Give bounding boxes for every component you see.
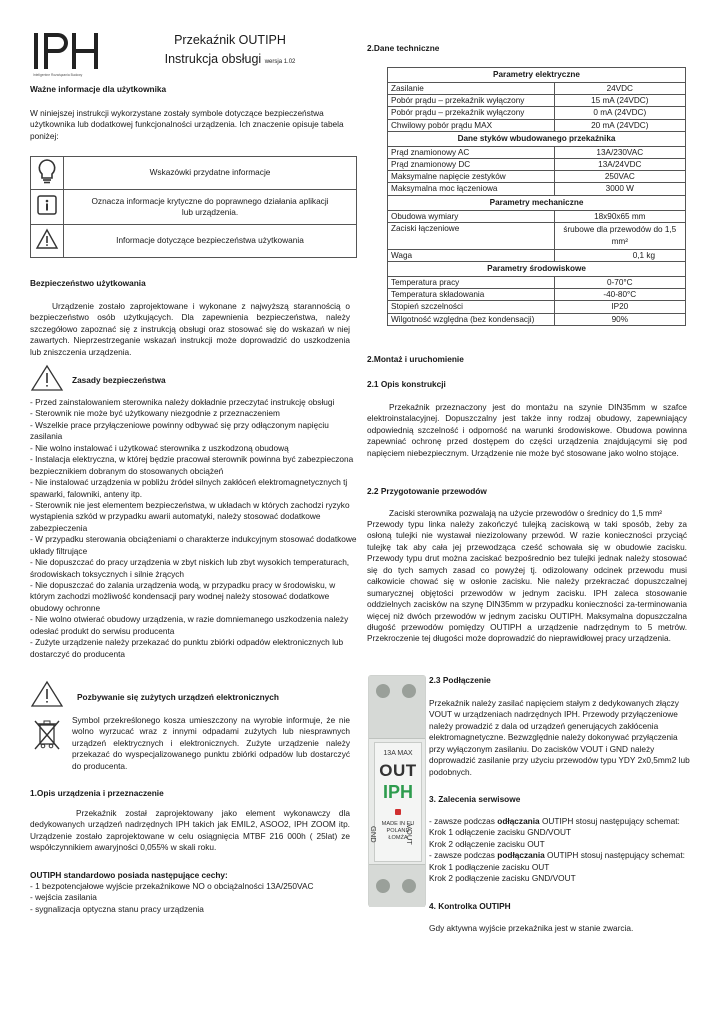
table-cell: Waga bbox=[388, 249, 555, 261]
list-item: Krok 2 odłączenie zacisku OUT bbox=[429, 838, 545, 849]
table-cell: 20 mA (24VDC) bbox=[554, 119, 685, 131]
table-section-title: Parametry elektryczne bbox=[388, 68, 686, 83]
device-vout-label: VOUT bbox=[405, 824, 414, 845]
table-cell: Temperatura składowania bbox=[388, 289, 555, 301]
table-row bbox=[388, 301, 686, 313]
document-version: wersja 1.02 bbox=[264, 58, 296, 65]
control-heading: 4. Kontrolka OUTIPH bbox=[429, 901, 511, 911]
table-row bbox=[388, 107, 686, 119]
table-row bbox=[388, 289, 686, 301]
table-cell: Chwilowy pobór prądu MAX bbox=[388, 119, 555, 131]
table-cell: Temperatura pracy bbox=[388, 277, 555, 289]
table-row bbox=[388, 159, 686, 171]
mount-heading: 2.Montaż i uruchomienie bbox=[367, 354, 464, 364]
table-row bbox=[388, 171, 686, 183]
table-row bbox=[388, 277, 686, 289]
wires-text-intro: Zaciski sterownika pozwalają na użycie przewodów o średnicy do 1,5 mm² bbox=[389, 508, 662, 518]
list-item: - 1 bezpotencjałowe wyjście przekaźnikowe NO o obciążalności 13A/250VAC bbox=[30, 881, 314, 891]
status-led bbox=[395, 809, 401, 815]
table-row bbox=[388, 222, 686, 249]
logo-tagline: Inteligentne Rozwiązania Budowy bbox=[33, 73, 83, 77]
list-item: Krok 2 podłączenie zacisku GND/VOUT bbox=[429, 873, 576, 884]
table-row bbox=[388, 210, 686, 222]
table-cell: 13A/230VAC bbox=[554, 146, 685, 158]
table-cell: śrubowe dla przewodów do 1,5 mm² bbox=[554, 222, 685, 249]
list-item: - Nie wolno otwierać obudowy urządzenia, w razie domniemanego uszkodzenia należy odesłać produkt do serwisu producenta bbox=[30, 614, 349, 636]
list-item: - Przed zainstalowaniem sterownika należy dokładnie przeczytać instrukcję obsługi bbox=[30, 397, 335, 407]
device-origin-label: MADE IN EU bbox=[381, 821, 415, 827]
device-brand-label: IPH bbox=[382, 782, 413, 802]
features-list bbox=[30, 881, 313, 915]
device-city-label: ŁOMŻA bbox=[388, 834, 408, 841]
disposal-heading: Pozbywanie się zużytych urządzeń elektronicznych bbox=[77, 692, 279, 702]
table-cell: Stopień szczelności bbox=[388, 301, 555, 313]
construction-heading: 2.1 Opis konstrukcji bbox=[367, 379, 446, 389]
warning-icon bbox=[31, 225, 64, 258]
service-steps bbox=[429, 816, 699, 885]
table-cell: 0 mA (24VDC) bbox=[554, 107, 685, 119]
list-item: Krok 1 odłączenie zacisku GND/VOUT bbox=[429, 827, 572, 838]
list-item: - Sterownik nie może być użytkowany niezgodnie z przeznaczeniem bbox=[30, 408, 280, 419]
warning-icon bbox=[30, 364, 64, 395]
rules-heading: Zasady bezpieczeństwa bbox=[72, 375, 166, 385]
list-item: - wejścia zasilania bbox=[30, 892, 97, 903]
table-cell: Zasilanie bbox=[388, 83, 555, 95]
lightbulb-icon bbox=[31, 157, 64, 190]
warning-icon bbox=[30, 680, 64, 711]
symbol-row bbox=[31, 225, 357, 258]
table-cell: Zaciski łączeniowe bbox=[388, 222, 555, 249]
list-item: - Nie wolno instalować i użytkować sterownika z uszkodzoną obudową bbox=[30, 442, 289, 453]
device-gnd-label: GND bbox=[369, 826, 378, 843]
table-cell: 24VDC bbox=[554, 83, 685, 95]
connection-heading: 2.3 Podłączenie bbox=[429, 675, 491, 685]
symbol-text: Oznacza informacje krytyczne do poprawnego działania aplikacji lub urządzenia. bbox=[64, 190, 357, 225]
table-row bbox=[388, 119, 686, 131]
wires-text: Przewody typu linka należy zakończyć tulejką zaciskową w taki sposób, żeby za osłoną tulejki nie wystawał niezizolowany przewód. W razie konieczności przyciąć tulejkę tak aby cała jej przewodząca cześć schowała się w obudowie zacisku. Przewody typu drut można zaciskać bezpośrednio bez tulejki jednak należy stosować się do tych samych zasad co powyżej tj. odizolowany odcinek przewodu musi całkowicie chować się w osłonie zacisku. Nie należy przekraczać dopuszczalnej sumarycznej objętości przewodów w jednym zacisku. IPH zaleca stosowanie oddzielnych zacisków na szynę DIN35mm w przypadku konieczności za-terminowania więcej niż dwóch przewodów w jednym zacisku OUTIPH. Maksymalna dopuszczalna długość przewodów pomiędzy OUTIPH a urządzenie nadrzędnym to 5 metrów. Przekroczenie tej długości może doprowadzić do nieprawidłowej pracy urządzenia. bbox=[367, 519, 687, 644]
table-cell: 250VAC bbox=[554, 171, 685, 183]
info-icon bbox=[31, 190, 64, 225]
table-row bbox=[388, 95, 686, 107]
list-item: - Nie dopuszczać do zalania urządzenia wodą, w przypadku pracy w środowisku, w którym zachodzi możliwość kondensacji pary wodnej należy stosować dodatkowe obudowy ochronne bbox=[30, 580, 336, 613]
table-cell: Pobór prądu – przekaźnik wyłączony bbox=[388, 107, 555, 119]
symbol-row bbox=[31, 190, 357, 225]
description-heading: 1.Opis urządzenia i przeznaczenie bbox=[30, 788, 164, 798]
disposal-text: Symbol przekreślonego kosza umieszczony na wyrobie informuje, że nie wolno wyrzucać wraz z innymi odpadami zużytych lub niesprawnych urządzeń elektrycznych i elektronicznych. Zużyte urządzenie należy przekazać do wyspecjalizowanego punktu zbiórki odpadów lub dostarczyć do producenta. bbox=[72, 715, 350, 771]
device-country-label: POLAND bbox=[386, 827, 410, 834]
table-cell: Wilgotność względna (bez kondensacji) bbox=[388, 313, 555, 325]
table-cell: 0,1 kg bbox=[554, 249, 685, 261]
table-cell: 90% bbox=[554, 313, 685, 325]
symbol-row bbox=[31, 157, 357, 190]
symbol-text: Informacje dotyczące bezpieczeństwa użytkowania bbox=[64, 225, 357, 258]
table-cell: 0-70°C bbox=[554, 277, 685, 289]
list-item: - zawsze podczas podłączania OUTIPH stosuj następujący schemat: bbox=[429, 850, 685, 861]
device-out-label: OUT bbox=[379, 761, 417, 780]
table-cell: Maksymalne napięcie zestyków bbox=[388, 171, 555, 183]
service-heading: 3. Zalecenia serwisowe bbox=[429, 794, 521, 804]
symbols-table bbox=[30, 156, 357, 258]
safety-rules-list bbox=[30, 397, 357, 660]
table-cell: IP20 bbox=[554, 301, 685, 313]
table-cell: 15 mA (24VDC) bbox=[554, 95, 685, 107]
safety-heading: Bezpieczeństwo użytkowania bbox=[30, 278, 146, 288]
connection-text: Przekaźnik należy zasilać napięciem stałym z dedykowanych złączy VOUT w urządzeniach nadrzędnych IPH. Przewody przyłączeniowe należy prowadzić z dala od urządzeń generujących zakłócenia elektromagnetyczne. Bezwzględnie należy dokonywać przyłączenia przy wyłączonym zasilaniu. Do zacisków VOUT i GND należy doprowadzić zasilanie przy użyciu przewodów typu YDY 2x0,5mm2 lub podobnych. bbox=[429, 698, 690, 777]
list-item: - Sterownik nie jest elementem bezpieczeństwa, w układach w których zachodzi ryzyko wystąpienia szkód w przypadku awarii automatyki, należy stosować dodatkowe zabezpieczenia bbox=[30, 499, 350, 533]
device-rating-label: 13A MAX bbox=[383, 750, 413, 757]
important-heading: Ważne informacje dla użytkownika bbox=[30, 84, 167, 94]
list-item: - zawsze podczas odłączania OUTIPH stosuj następujący schemat: bbox=[429, 816, 680, 826]
crossed-bin-icon bbox=[32, 718, 62, 755]
table-cell: Pobór prądu – przekaźnik wyłączony bbox=[388, 95, 555, 107]
list-item: - sygnalizacja optyczna stanu pracy urządzenia bbox=[30, 903, 204, 914]
description-text: Przekaźnik został zaprojektowany jako element wykonawczy dla dedykowanych urządzeń nadrzędnych IPH takich jak EMIL2, ASOO2, IPH ZOOM itp. Urządzenie zostało zaprojektowane w celu osiągnięcia MTBF 216 000h ( 25lat) ze współczynnikiem awaryjności 0,055% w skali roku. bbox=[30, 808, 350, 853]
table-section-title: Dane styków wbudowanego przekaźnika bbox=[388, 131, 686, 146]
document-title: Przekaźnik OUTIPH bbox=[174, 33, 286, 47]
spec-table bbox=[387, 67, 686, 326]
safety-text: Urządzenie zostało zaprojektowane i wykonane z najwyższą starannością o bezpieczeństwo osób użytkujących. Dla zapewnienia bezpieczeństwa, należy szczegółowo zapoznać się z instrukcją obsługi oraz stosować się do wskazań w niej zawartych. Nieprzestrzeganie wskazań instrukcji może doprowadzić do uszkodzenia lub zniszczenia urządzenia. bbox=[30, 301, 350, 357]
document-subtitle: Instrukcja obsługi bbox=[164, 51, 262, 66]
list-item: - Wszelkie prace przyłączeniowe powinny odbywać się przy odłączonym napięciu zasilania bbox=[30, 419, 329, 442]
wires-heading: 2.2 Przygotowanie przewodów bbox=[367, 486, 487, 496]
table-section-title: Parametry środowiskowe bbox=[388, 262, 686, 277]
document-title-block bbox=[110, 31, 350, 69]
table-cell: Prąd znamionowy DC bbox=[388, 159, 555, 171]
table-cell: 13A/24VDC bbox=[554, 159, 685, 171]
table-cell: 3000 W bbox=[554, 183, 685, 195]
list-item: - Nie instalować urządzenia w pobliżu źródeł silnych zakłóceń elektromagnetycznych tj spawarki, falowniki, anteny itp. bbox=[30, 477, 348, 499]
table-row bbox=[388, 249, 686, 261]
table-cell: Maksymalna moc łączeniowa bbox=[388, 183, 555, 195]
tech-heading: 2.Dane techniczne bbox=[367, 43, 440, 53]
intro-text: W niniejszej instrukcji wykorzystane zostały symbole dotyczące bezpieczeństwa użytkownika lub dodatkowej funkcjonalności urządzenia. Ich znaczenie opisuje tabela poniżej: bbox=[30, 108, 344, 141]
table-row bbox=[388, 183, 686, 195]
list-item: - Instalacja elektryczna, w której będzie pracował sterownik powinna być zabezpieczona bezpiecznikiem dobranym do stosowanych obciążeń bbox=[30, 454, 354, 476]
table-row bbox=[388, 146, 686, 158]
list-item: - W przypadku sterowania obciążeniami o charakterze indukcyjnym stosować dodatkowe układy filtrujące bbox=[30, 534, 357, 556]
features-heading: OUTIPH standardowo posiada następujące cechy: bbox=[30, 870, 228, 880]
iph-logo bbox=[32, 30, 104, 80]
relay-device-image bbox=[368, 675, 426, 907]
table-cell: Prąd znamionowy AC bbox=[388, 146, 555, 158]
list-item: - Zużyte urządzenie należy przekazać do punktu zbiórki odpadów elektronicznych lub dostarczyć do producenta bbox=[30, 637, 344, 659]
table-row bbox=[388, 83, 686, 95]
construction-text: Przekaźnik przeznaczony jest do montażu na szynie DIN35mm w szafce elektroinstalacyjnej. Dopuszczalny jest także inny rodzaj obudowy, zapewniający odpowiednią szczelność i odporność na warunki środowiskowe. Obudowa powinna zapewniać ochronę przed dostępem do części urządzenia znajdującymi się pod napięciem niebezpiecznym. Urządzenie nie może być stosowane jako wolno stojące. bbox=[367, 402, 687, 458]
list-item: - Nie dopuszczać do pracy urządzenia w zbyt niskich lub zbyt wysokich temperaturach, środowiskach toksycznych i silnie żrących bbox=[30, 557, 350, 579]
symbol-text: Wskazówki przydatne informacje bbox=[64, 157, 357, 190]
list-item: Krok 1 podłączenie zacisku OUT bbox=[429, 861, 550, 872]
table-cell: -40-80°C bbox=[554, 289, 685, 301]
table-row bbox=[388, 313, 686, 325]
control-text: Gdy aktywna wyjście przekaźnika jest w stanie zwarcia. bbox=[429, 923, 634, 933]
table-section-title: Parametry mechaniczne bbox=[388, 195, 686, 210]
table-cell: 18x90x65 mm bbox=[554, 210, 685, 222]
table-cell: Obudowa wymiary bbox=[388, 210, 555, 222]
